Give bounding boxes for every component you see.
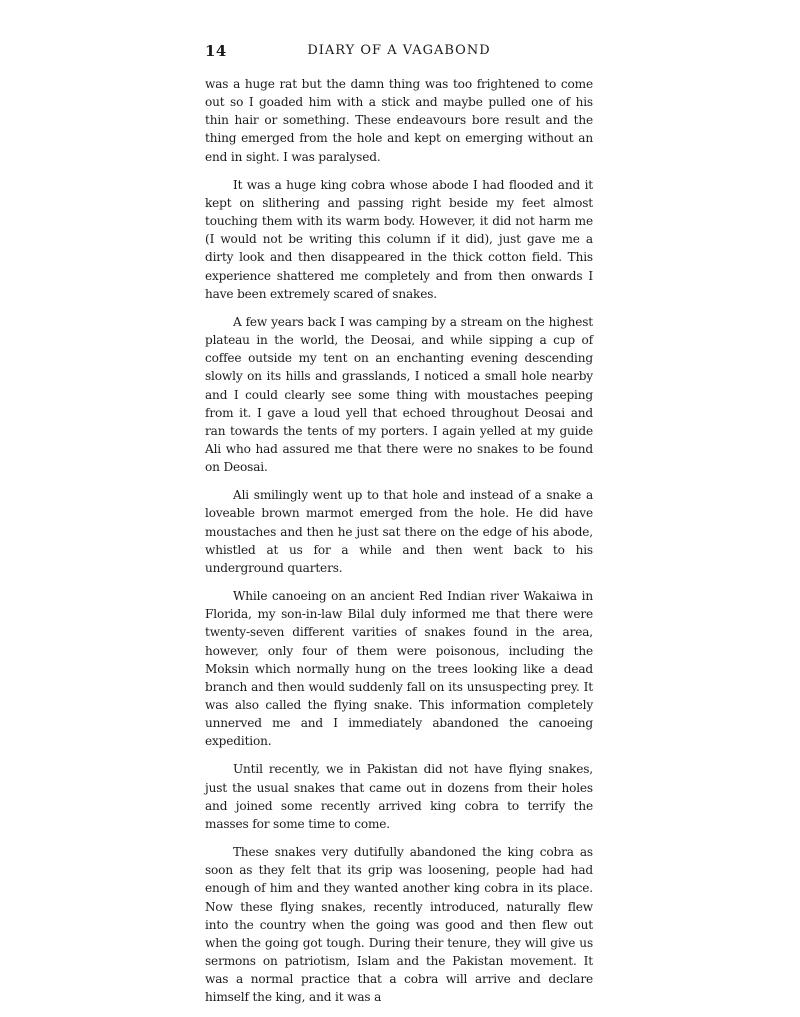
paragraph-1: was a huge rat but the damn thing was too frightened to come out so I goaded him with a stick and maybe pulled one of his thin hair or something. These endeavours bore result and the thing emerged from the hole and kept on emerging without an end in sight. I was paralysed. (205, 77, 593, 164)
book-title: DIARY OF A VAGABOND (307, 43, 491, 58)
paragraph-7: These snakes very dutifully abandoned the king cobra as soon as they felt that its grip was loosening, people had had enough of him and they wanted another king cobra in its place. Now these flying snakes, recently introduced, naturally flew into the country when the going was good and then flew out when the going got tough. During their tenure, they will give us sermons on patriotism, Islam and the Pakistan movement. It was a normal practice that a cobra will arrive and declare himself the king, and it was a (205, 845, 593, 1005)
body-text (205, 75, 593, 1017)
page-number: 14 (205, 42, 227, 60)
paragraph-3: A few years back I was camping by a stream on the highest plateau in the world, the Deosai, and while sipping a cup of coffee outside my tent on an enchanting evening descending slowly on its hills and grasslands, I noticed a small hole nearby and I could clearly see some thing with moustaches peeping from it. I gave a loud yell that echoed throughout Deosai and ran towards the tents of my porters. I again yelled at my guide Ali who had assured me that there were no snakes to be found on Deosai. (205, 314, 593, 475)
paragraph-4: Ali smilingly went up to that hole and instead of a snake a loveable brown marmot emerged from the hole. He did have moustaches and then he just sat there on the edge of his abode, whistled at us for a while and then went back to his underground quarters. (205, 488, 593, 575)
running-head (205, 42, 593, 64)
paragraph-2: It was a huge king cobra whose abode I had flooded and it kept on slithering and passing right beside my feet almost touching them with its warm body. However, it did not harm me (I would not be writing this column if it did), just gave me a dirty look and then disappeared in the thick cotton field. This experience shattered me completely and from then onwards I have been extremely scared of snakes. (205, 177, 593, 301)
paragraph-6: Until recently, we in Pakistan did not have flying snakes, just the usual snakes that came out in dozens from their holes and joined some recently arrived king cobra to terrify the masses for some time to come. (205, 762, 593, 831)
paragraph-5: While canoeing on an ancient Red Indian river Wakaiwa in Florida, my son-in-law Bilal duly informed me that there were twenty-seven different varities of snakes found in the area, however, only four of them were poisonous, including the Moksin which normally hung on the trees looking like a dead branch and then would suddenly fall on its unsuspecting prey. It was also called the flying snake. This information completely unnerved me and I immediately abandoned the canoeing expedition. (205, 589, 593, 749)
scan-artifact-top (610, 0, 666, 4)
